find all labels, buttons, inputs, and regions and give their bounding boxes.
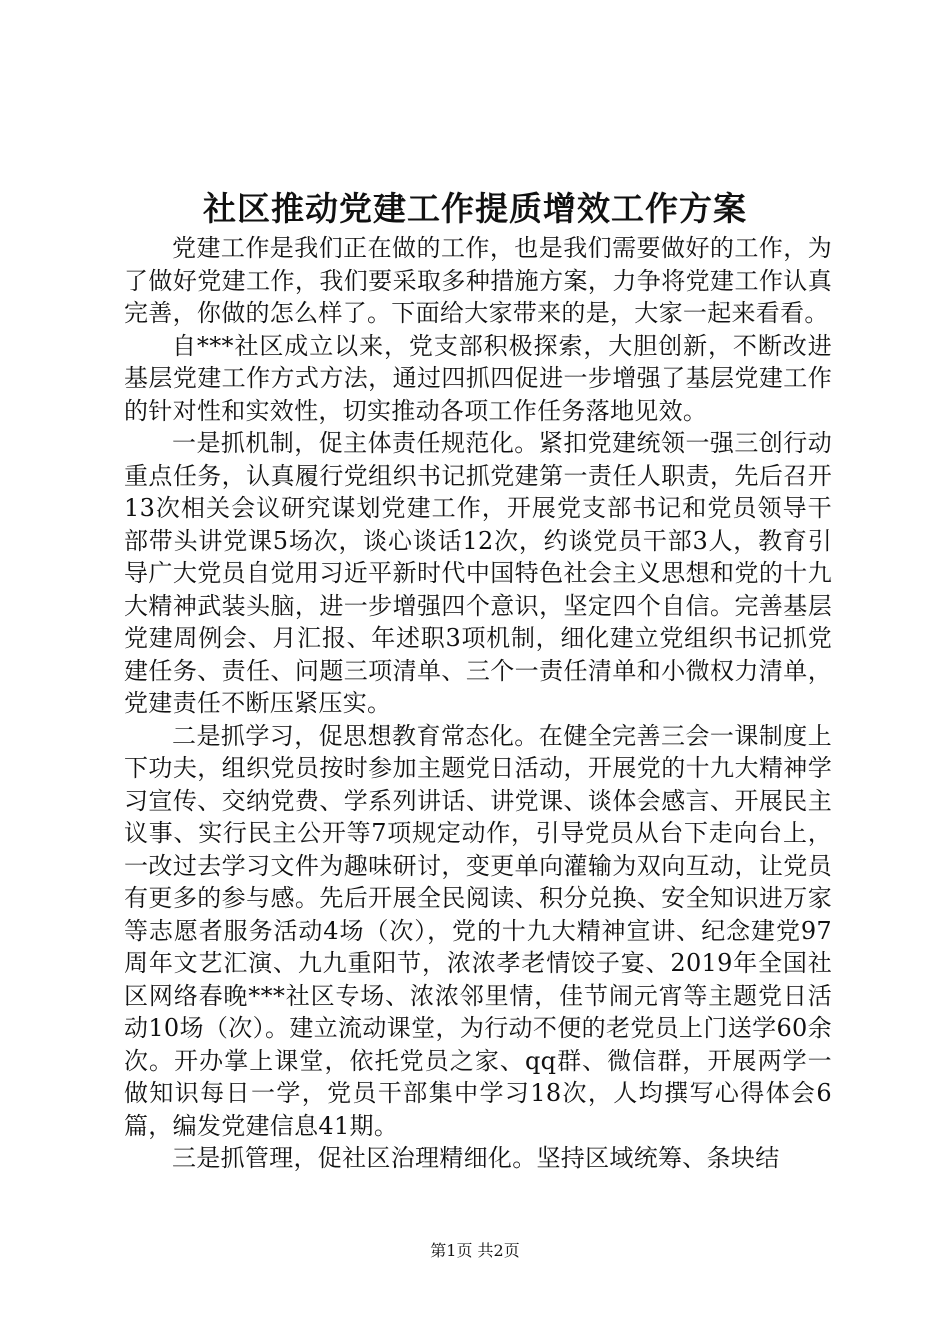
page-footer: 第1页 共2页: [430, 1241, 520, 1260]
paragraph-intro: 党建工作是我们正在做的工作，也是我们需要做好的工作，为了做好党建工作，我们要采取多种措施方案，力争将党建工作认真完善，你做的怎么样了。下面给大家带来的是，大家一起来看看。: [124, 234, 832, 327]
document-title: 社区推动党建工作提质增效工作方案: [203, 189, 747, 228]
paragraph-mechanism: 一是抓机制，促主体责任规范化。紧扣党建统领一强三创行动重点任务，认真履行党组织书记抓党建第一责任人职责，先后召开13次相关会议研究谋划党建工作，开展党支部书记和党员领导干部带头讲党课5场次，谈心谈话12次，约谈党员干部3人，教育引导广大党员自觉用习近平新时代中国特色社会主义思想和党的十九大精神武装头脑，进一步增强四个意识，坚定四个自信。完善基层党建周例会、月汇报、年述职3项机制，细化建立党组织书记抓党建任务、责任、问题三项清单、三个一责任清单和小微权力清单，党建责任不断压紧压实。: [124, 429, 832, 717]
paragraph-background: 自***社区成立以来，党支部积极探索，大胆创新，不断改进基层党建工作方式方法，通过四抓四促进一步增强了基层党建工作的针对性和实效性，切实推动各项工作任务落地见效。: [124, 331, 832, 425]
paragraph-study: 二是抓学习，促思想教育常态化。在健全完善三会一课制度上下功夫，组织党员按时参加主题党日活动，开展党的十九大精神学习宣传、交纳党费、学系列讲话、讲党课、谈体会感言、开展民主议事、实行民主公开等7项规定动作，引导党员从台下走向台上，一改过去学习文件为趣味研讨，变更单向灌输为双向互动，让党员有更多的参与感。先后开展全民阅读、积分兑换、安全知识进万家等志愿者服务活动4场（次），党的十九大精神宣讲、纪念建党97周年文艺汇演、九九重阳节，浓浓孝老情饺子宴、2019年全国社区网络春晚***社区专场、浓浓邻里情，佳节闹元宵等主题党日活动10场（次）。建立流动课堂，为行动不便的老党员上门送学60余次。开办掌上课堂，依托党员之家、qq群、微信群，开展两学一做知识每日一学，党员干部集中学习18次，人均撰写心得体会6篇，编发党建信息41期。: [124, 721, 832, 1140]
document-body: [124, 232, 832, 1175]
paragraph-management: 三是抓管理，促社区治理精细化。坚持区域统筹、条块结: [172, 1144, 780, 1172]
